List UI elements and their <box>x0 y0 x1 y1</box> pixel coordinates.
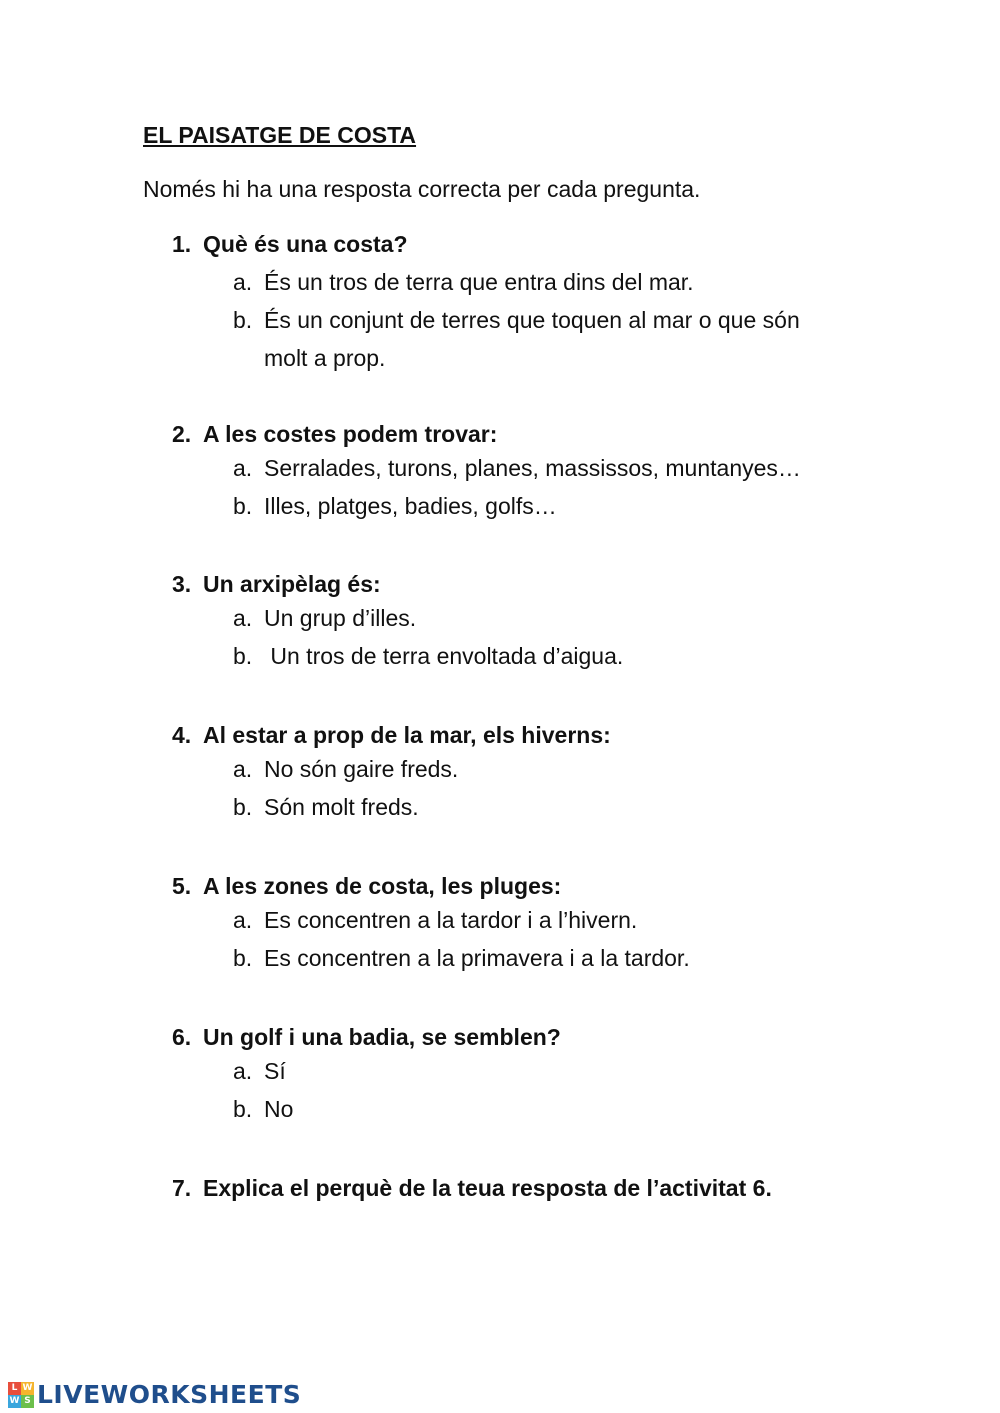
question-number: 1. <box>172 231 192 257</box>
option-letter: a. <box>233 455 253 481</box>
logo-mark-letter: W <box>9 1395 20 1406</box>
option-text: Són molt freds. <box>264 794 419 820</box>
question-text: Un golf i una badia, se semblen? <box>203 1024 561 1050</box>
option-letter: b. <box>233 945 253 971</box>
option-1b[interactable] <box>233 301 892 377</box>
question-number: 3. <box>172 571 192 597</box>
option-text: És un conjunt de terres que toquen al mar o que són molt a prop. <box>264 307 800 371</box>
option-text: Un grup d’illes. <box>264 605 417 631</box>
option-letter: a. <box>233 756 253 782</box>
question-1 <box>172 229 892 377</box>
liveworksheets-logo[interactable] <box>8 1380 301 1409</box>
question-number: 2. <box>172 421 192 447</box>
question-number: 6. <box>172 1024 192 1050</box>
question-4 <box>172 720 892 826</box>
instructions-text: Només hi ha una resposta correcta per cada pregunta. <box>143 176 701 202</box>
option-letter: a. <box>233 1058 253 1084</box>
question-4-heading <box>172 720 892 750</box>
question-3 <box>172 569 892 675</box>
question-2-heading <box>172 419 892 449</box>
option-1a[interactable] <box>233 263 892 301</box>
logo-mark-letter: S <box>21 1395 34 1408</box>
question-text: A les costes podem trovar: <box>203 421 498 447</box>
option-letter: a. <box>233 605 253 631</box>
question-number: 7. <box>172 1175 192 1201</box>
question-text: Què és una costa? <box>203 231 408 257</box>
question-6 <box>172 1022 892 1128</box>
logo-text: LIVEWORKSHEETS <box>37 1380 302 1409</box>
question-number: 5. <box>172 873 192 899</box>
question-5-heading <box>172 871 892 901</box>
option-letter: b. <box>233 643 253 669</box>
option-letter: b. <box>233 794 253 820</box>
option-3a[interactable] <box>233 599 892 637</box>
option-letter: b. <box>233 1096 253 1122</box>
option-text: Illes, platges, badies, golfs… <box>264 493 557 519</box>
option-text: Es concentren a la tardor i a l’hivern. <box>264 907 638 933</box>
option-text: És un tros de terra que entra dins del mar. <box>264 269 694 295</box>
question-7 <box>172 1173 892 1203</box>
logo-mark-letter: W <box>22 1382 33 1393</box>
option-letter: a. <box>233 907 253 933</box>
question-1-heading <box>172 229 892 259</box>
question-7-heading <box>172 1173 892 1203</box>
option-text: Serralades, turons, planes, massissos, muntanyes… <box>264 455 801 481</box>
option-2b[interactable] <box>233 487 892 525</box>
option-letter: a. <box>233 269 253 295</box>
liveworksheets-logo-icon <box>8 1382 34 1408</box>
question-6-heading <box>172 1022 892 1052</box>
option-text: Sí <box>264 1058 286 1084</box>
option-text: No són gaire freds. <box>264 756 459 782</box>
option-text: Es concentren a la primavera i a la tardor. <box>264 945 690 971</box>
option-6b[interactable] <box>233 1090 892 1128</box>
option-2a[interactable] <box>233 449 892 487</box>
page-title: EL PAISATGE DE COSTA <box>143 122 417 148</box>
option-4b[interactable] <box>233 788 892 826</box>
question-text: A les zones de costa, les pluges: <box>203 873 562 899</box>
question-text: Explica el perquè de la teua resposta de l’activitat 6. <box>203 1175 772 1201</box>
option-4a[interactable] <box>233 750 892 788</box>
question-5 <box>172 871 892 977</box>
question-2 <box>172 419 892 525</box>
option-5a[interactable] <box>233 901 892 939</box>
option-text: No <box>264 1096 294 1122</box>
option-letter: b. <box>233 307 253 333</box>
question-text: Al estar a prop de la mar, els hiverns: <box>203 722 611 748</box>
question-3-heading <box>172 569 892 599</box>
option-text: Un tros de terra envoltada d’aigua. <box>264 643 624 669</box>
question-text: Un arxipèlag és: <box>203 571 381 597</box>
option-5b[interactable] <box>233 939 892 977</box>
question-number: 4. <box>172 722 192 748</box>
option-3b[interactable] <box>233 637 892 675</box>
logo-mark-letter: L <box>8 1382 21 1395</box>
option-letter: b. <box>233 493 253 519</box>
option-6a[interactable] <box>233 1052 892 1090</box>
